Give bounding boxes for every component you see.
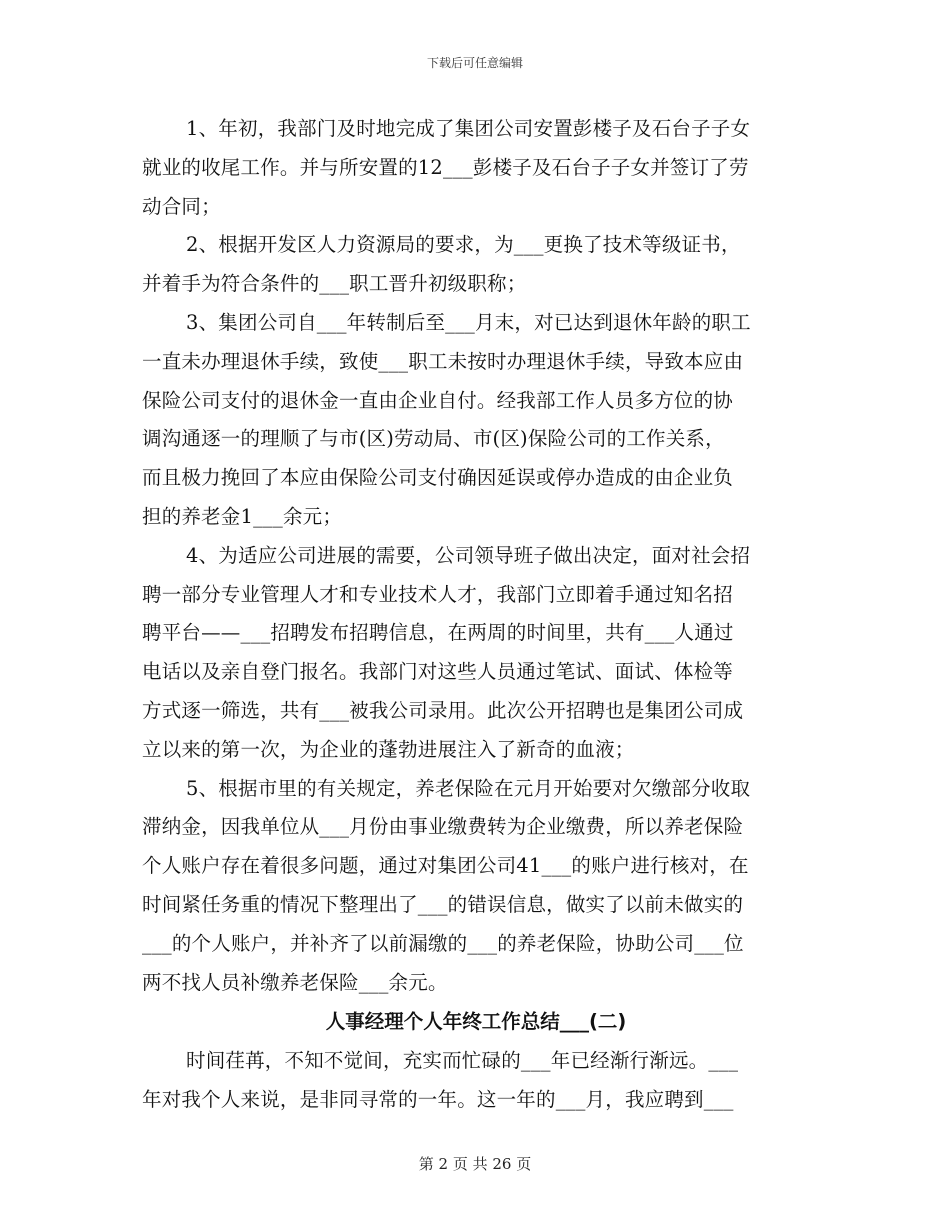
section-heading: 人事经理个人年终工作总结___(二) [325,1010,627,1034]
text-line: 3、集团公司自___年转制后至___月末，对已达到退休年龄的职工 [186,310,751,334]
page-footer: 第 2 页 共 26 页 [418,1155,532,1173]
text-line: 就业的收尾工作。并与所安置的12___彭楼子及石台子子女并签订了劳 [142,155,749,179]
text-line: 动合同； [142,194,221,218]
page-header: 下载后可任意编辑 [426,56,523,70]
text-line: 聘一部分专业管理人才和专业技术人才，我部门立即着手通过知名招 [142,582,734,606]
text-line: 时间荏苒，不知不觉间，充实而忙碌的___年已经渐行渐远。___ [186,1049,739,1073]
text-line: 2、根据开发区人力资源局的要求，为___更换了技术等级证书， [186,233,741,257]
text-line: 电话以及亲自登门报名。我部门对这些人员通过笔试、面试、体检等 [142,660,734,684]
text-line: 保险公司支付的退休金一直由企业自付。经我部工作人员多方位的协 [142,388,734,412]
text-line: 方式逐一筛选，共有___被我公司录用。此次公开招聘也是集团公司成 [142,698,744,722]
section-part-two [142,1042,810,1120]
text-line: 两不找人员补缴养老保险___余元。 [142,970,448,994]
text-line: 1、年初，我部门及时地完成了集团公司安置彭楼子及石台子子女 [186,117,751,140]
section-part-one [142,110,810,1002]
text-line: 而且极力挽回了本应由保险公司支付确因延误或停办造成的由企业负 [142,466,734,490]
text-line: 年对我个人来说，是非同寻常的一年。这一年的___月，我应聘到___ [142,1088,734,1112]
text-line: 担的养老金1___余元； [142,504,343,528]
text-line: 5、根据市里的有关规定，养老保险在元月开始要对欠缴部分收取 [186,776,751,800]
text-line: 调沟通逐一的理顺了与市(区)劳动局、市(区)保险公司的工作关系， [142,427,725,451]
text-line: ___的个人账户，并补齐了以前漏缴的___的养老保险，协助公司___位 [142,931,744,955]
text-line: 立以来的第一次，为企业的蓬勃进展注入了新奇的血液； [142,737,635,761]
text-line: 4、为适应公司进展的需要，公司领导班子做出决定，面对社会招 [186,543,751,567]
text-line: 滞纳金，因我单位从___月份由事业缴费转为企业缴费，所以养老保险 [142,815,744,839]
document-body [142,110,810,1120]
text-line: 一直未办理退休手续，致使___职工未按时办理退休手续，导致本应由 [142,349,744,373]
text-line: 时间紧任务重的情况下整理出了___的错误信息，做实了以前未做实的 [142,892,744,916]
text-line: 个人账户存在着很多问题，通过对集团公司41___的账户进行核对，在 [142,854,749,878]
text-line: 聘平台——___招聘发布招聘信息，在两周的时间里，共有___人通过 [142,621,734,645]
text-line: 并着手为符合条件的___职工晋升初级职称； [142,272,527,296]
